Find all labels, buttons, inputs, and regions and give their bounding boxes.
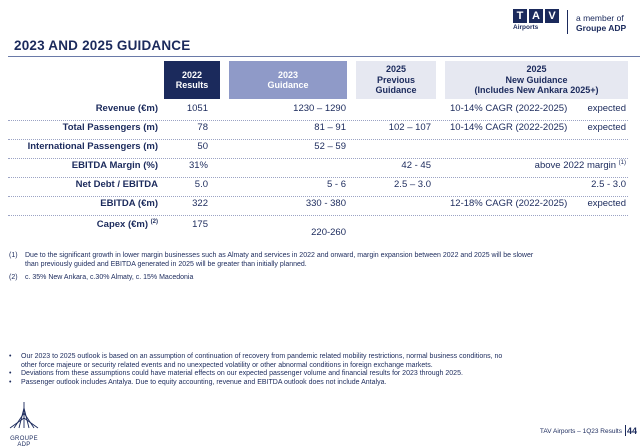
row-label: International Passengers (m) [27, 141, 158, 152]
header-2025-previous-guidance [356, 61, 436, 99]
page-number: 44 [626, 426, 637, 436]
cell-2023: 5 - 6 [326, 179, 346, 190]
cell-2025-previous: 102 – 107 [388, 122, 431, 133]
row-label: Total Passengers (m) [62, 122, 158, 133]
cell-2022: 31% [188, 160, 208, 171]
tav-airports-logo [513, 9, 559, 36]
row-label: EBITDA Margin (%) [71, 160, 158, 171]
cell-2025-new: 10-14% CAGR (2022-2025) [450, 103, 568, 114]
footnote-line: than previously guided and EBITDA generated in 2025 will be greater than initially planned. [25, 261, 307, 268]
logo-letter-a: A [529, 9, 543, 23]
header-2022-results [164, 61, 220, 99]
cell-2022: 50 [197, 141, 208, 152]
cell-2023: 330 - 380 [305, 198, 346, 209]
list-item [9, 379, 569, 388]
cell-2022: 175 [192, 219, 208, 230]
member-line-1: a member of [576, 13, 624, 23]
footnote-marker: (1) [9, 252, 18, 259]
bullet-line: Our 2023 to 2025 outlook is based on an assumption of continuation of recovery from pandemic related mobility restrictions, normal business conditions, no [21, 353, 503, 360]
cell-2025-new-right [535, 160, 626, 171]
header-line: New Guidance [505, 74, 568, 85]
row-label: Net Debt / EBITDA [75, 179, 158, 190]
header-line: Guidance [267, 80, 309, 90]
bullet-glyph: • [9, 378, 12, 386]
cell-2023: 52 – 59 [314, 141, 346, 152]
table-row-capex [8, 215, 628, 243]
cell-2023: 81 – 91 [314, 122, 346, 133]
cell-2022: 5.0 [194, 179, 208, 190]
header-line: 2022 [181, 69, 202, 80]
groupe-adp-label: GROUPE ADP [10, 436, 38, 448]
cell-2025-new: 12-18% CAGR (2022-2025) [450, 198, 568, 209]
groupe-adp-logo [6, 400, 42, 448]
bullet-line: other force majeure or security related events and no unexpected volatility or other abnormal conditions in foreign exchange markets. [21, 361, 433, 369]
assumptions-list [9, 353, 569, 387]
footnote-marker: (2) [9, 274, 18, 281]
header-line: (Includes New Ankara 2025+) [474, 85, 599, 96]
cell-2025-new: 10-14% CAGR (2022-2025) [450, 122, 568, 133]
footnote-ref: (1) [618, 160, 626, 166]
header-line: 2023 [277, 69, 298, 80]
cell-2022: 1051 [186, 103, 208, 114]
header-line: Guidance [375, 85, 417, 96]
cell-2023: 1230 – 1290 [293, 103, 346, 114]
header-line: Previous [376, 74, 415, 85]
cell-2025-new-right: expected [587, 198, 626, 209]
header-line: Results [175, 80, 209, 90]
cell-2023: 220-260 [311, 227, 346, 238]
cell-2025-previous: 2.5 – 3.0 [394, 179, 431, 190]
footnote-1 [9, 251, 533, 269]
cell-2025-previous: 42 - 45 [401, 160, 431, 171]
row-label: EBITDA (€m) [100, 198, 158, 209]
list-item [9, 370, 569, 379]
footnote-2 [9, 273, 193, 282]
member-of-text [576, 13, 626, 33]
header-line: 2025 [385, 64, 406, 75]
footnote-line: Due to the significant growth in lower margin businesses such as Almaty and services in 2022 and onward, margin expansion between 2022 and 2025 will be slower [25, 252, 534, 259]
footnote-ref: (2) [150, 219, 158, 225]
page-number-divider [625, 425, 626, 436]
footer-text: TAV Airports – 1Q23 Results [539, 428, 622, 435]
row-label [97, 219, 158, 230]
footnote-line: c. 35% New Ankara, c.30% Almaty, c. 15% Macedonia [25, 274, 194, 281]
groupe-adp-mark-icon [9, 400, 39, 430]
header-line: 2025 [526, 64, 547, 75]
logo-subtitle: Airports [513, 24, 539, 31]
bullet-glyph: • [9, 370, 12, 377]
cell-2022: 78 [197, 122, 208, 133]
title-rule [8, 56, 640, 57]
bullet-glyph: • [9, 353, 12, 360]
member-line-2: Groupe ADP [576, 23, 627, 33]
header-2025-new-guidance [445, 61, 628, 99]
list-item [9, 353, 569, 370]
header-2023-guidance [229, 61, 347, 99]
cell-2025-new-right: 2.5 - 3.0 [591, 179, 626, 190]
table-row-ebitda [8, 194, 628, 216]
logo-letter-t: T [513, 9, 527, 23]
row-label-text: Capex (€m) [96, 219, 149, 231]
bullet-line: Deviations from these assumptions could have material effects on our expected passenger volume and financial results for 2023 through 2025. [21, 370, 463, 377]
row-label: Revenue (€m) [95, 103, 158, 114]
cell-2022: 322 [192, 198, 208, 209]
logo-letter-v: V [545, 9, 559, 23]
page-title: 2023 AND 2025 GUIDANCE [14, 38, 191, 53]
cell-2025-new-right: expected [587, 122, 626, 133]
cell-2025-new-right: expected [587, 103, 626, 114]
bullet-line: Passenger outlook includes Antalya. Due to equity accounting, revenue and EBITDA outlook does not include Antalya. [21, 378, 387, 386]
logo-divider [567, 10, 568, 34]
cell-2025-new-text: above 2022 margin [534, 160, 617, 172]
